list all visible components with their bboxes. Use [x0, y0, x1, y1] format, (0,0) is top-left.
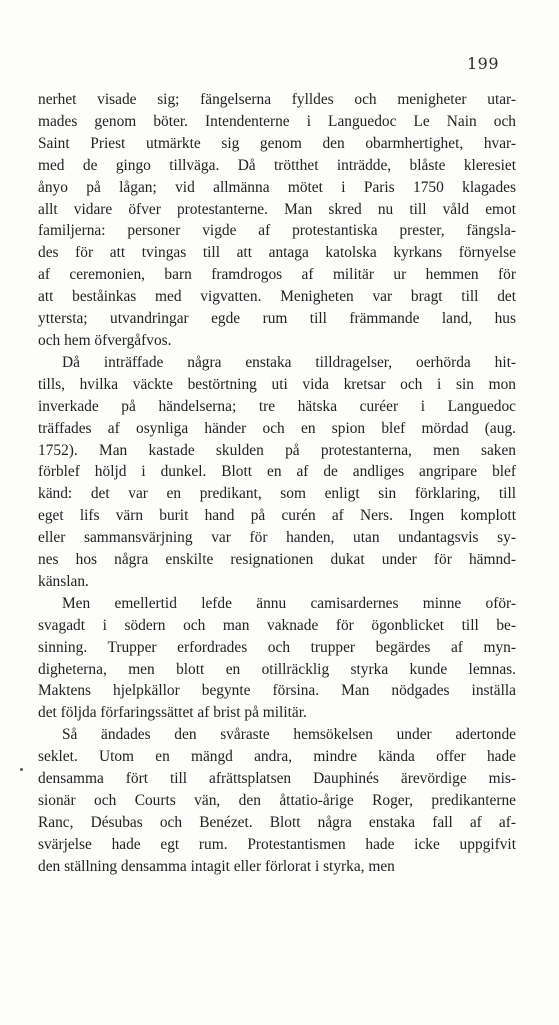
text-line: sionär och Courts vän, den åttatio-årige Roger, predikanterne	[38, 792, 516, 809]
text-line: mades genom böter. Intendenterne i Languedoc Le Nain och	[38, 112, 516, 130]
text-line: nerhet visade sig; fängelserna fylldes och menigheter utar-	[38, 91, 516, 108]
text-line: familjerna: personer vigde af protestantiska prester, fängsla-	[38, 222, 516, 240]
paragraph	[38, 593, 516, 724]
text-line: tills, hvilka väckte bestörtning uti vida kretsar och i sin mon	[38, 375, 516, 393]
paragraph	[38, 352, 516, 593]
margin-mark	[20, 768, 23, 771]
text-line: des för att tvingas till att antaga katolska kyrkans förnyelse	[38, 244, 516, 262]
text-line: Men emellertid lefde ännu camisardernes minne oför-	[62, 594, 516, 612]
text-line: svärjelse hade egt rum. Protestantismen hade icke uppgifvit	[38, 835, 516, 853]
text-line: med de gingo tillväga. Då trötthet inträdde, blåste kleresiet	[38, 156, 516, 174]
page-number: 199	[466, 54, 499, 73]
text-line: förblef höljd i dunkel. Blott en af de andliges angripare blef	[38, 463, 516, 481]
text-line: eller sammansvärjning var för handen, utan undantagsvis sy-	[38, 529, 516, 547]
text-line: nes hos några enskilte resignationen dukat under för hämnd-	[38, 551, 516, 569]
paragraph	[38, 89, 516, 352]
text-line: allt vidare öfver protestanterne. Man skred nu till våld emot	[38, 200, 516, 218]
text-line: sinning. Trupper erfordrades och trupper begärdes af myn-	[38, 638, 516, 656]
text-line: Då inträffade några enstaka tilldragelser, oerhörda hit-	[62, 353, 516, 371]
text-line: Ranc, Désubas och Benézet. Blott några enstaka fall af af-	[38, 813, 516, 831]
text-line: densamma fört till afrättsplatsen Dauphinés ärevördige mis-	[38, 770, 516, 788]
text-line: träffades af osynliga händer och en spion blef mördad (aug.	[38, 419, 516, 437]
text-line: och hem öfvergåfvos.	[38, 331, 172, 349]
text-line: ånyo på lågan; vid allmänna mötet i Paris 1750 klagades	[38, 178, 516, 196]
text-line: yttersta; utvandringar egde rum till främmande land, hus	[38, 310, 516, 328]
text-line: eget lifs värn burit hand på curén af Ners. Ingen komplott	[38, 507, 516, 525]
text-line: den ställning densamma intagit eller förlorat i styrka, men	[38, 857, 395, 875]
body-text	[38, 89, 516, 878]
text-line: svagadt i södern och man vaknade för ögonblicket till be-	[38, 616, 516, 634]
text-line: Saint Priest utmärkte sig genom den obarmhertighet, hvar-	[38, 134, 516, 152]
paragraph	[38, 724, 516, 877]
text-line: digheterna, men blott en otillräcklig styrka kunde lemnas.	[38, 660, 516, 678]
text-line: känd: det var en predikant, som enligt sin förklaring, till	[38, 485, 516, 503]
text-line: Maktens hjelpkällor begynte försina. Man nödgades inställa	[38, 682, 516, 700]
text-line: 1752). Man kastade skulden på protestanterna, men saken	[38, 441, 516, 459]
text-line: att beståinkas med vigvatten. Menigheten var bragt till det	[38, 288, 516, 306]
text-line: känslan.	[38, 572, 89, 590]
text-line: Så ändades den svåraste hemsökelsen under adertonde	[62, 726, 516, 744]
text-line: det följda förfaringssättet af brist på militär.	[38, 704, 307, 722]
text-line: af ceremonien, barn framdrogos af militär ur hemmen för	[38, 266, 516, 284]
text-line: seklet. Utom en mängd andra, mindre kända offer hade	[38, 748, 516, 766]
text-line: inverkade på händelserna; tre hätska curéer i Languedoc	[38, 397, 516, 415]
